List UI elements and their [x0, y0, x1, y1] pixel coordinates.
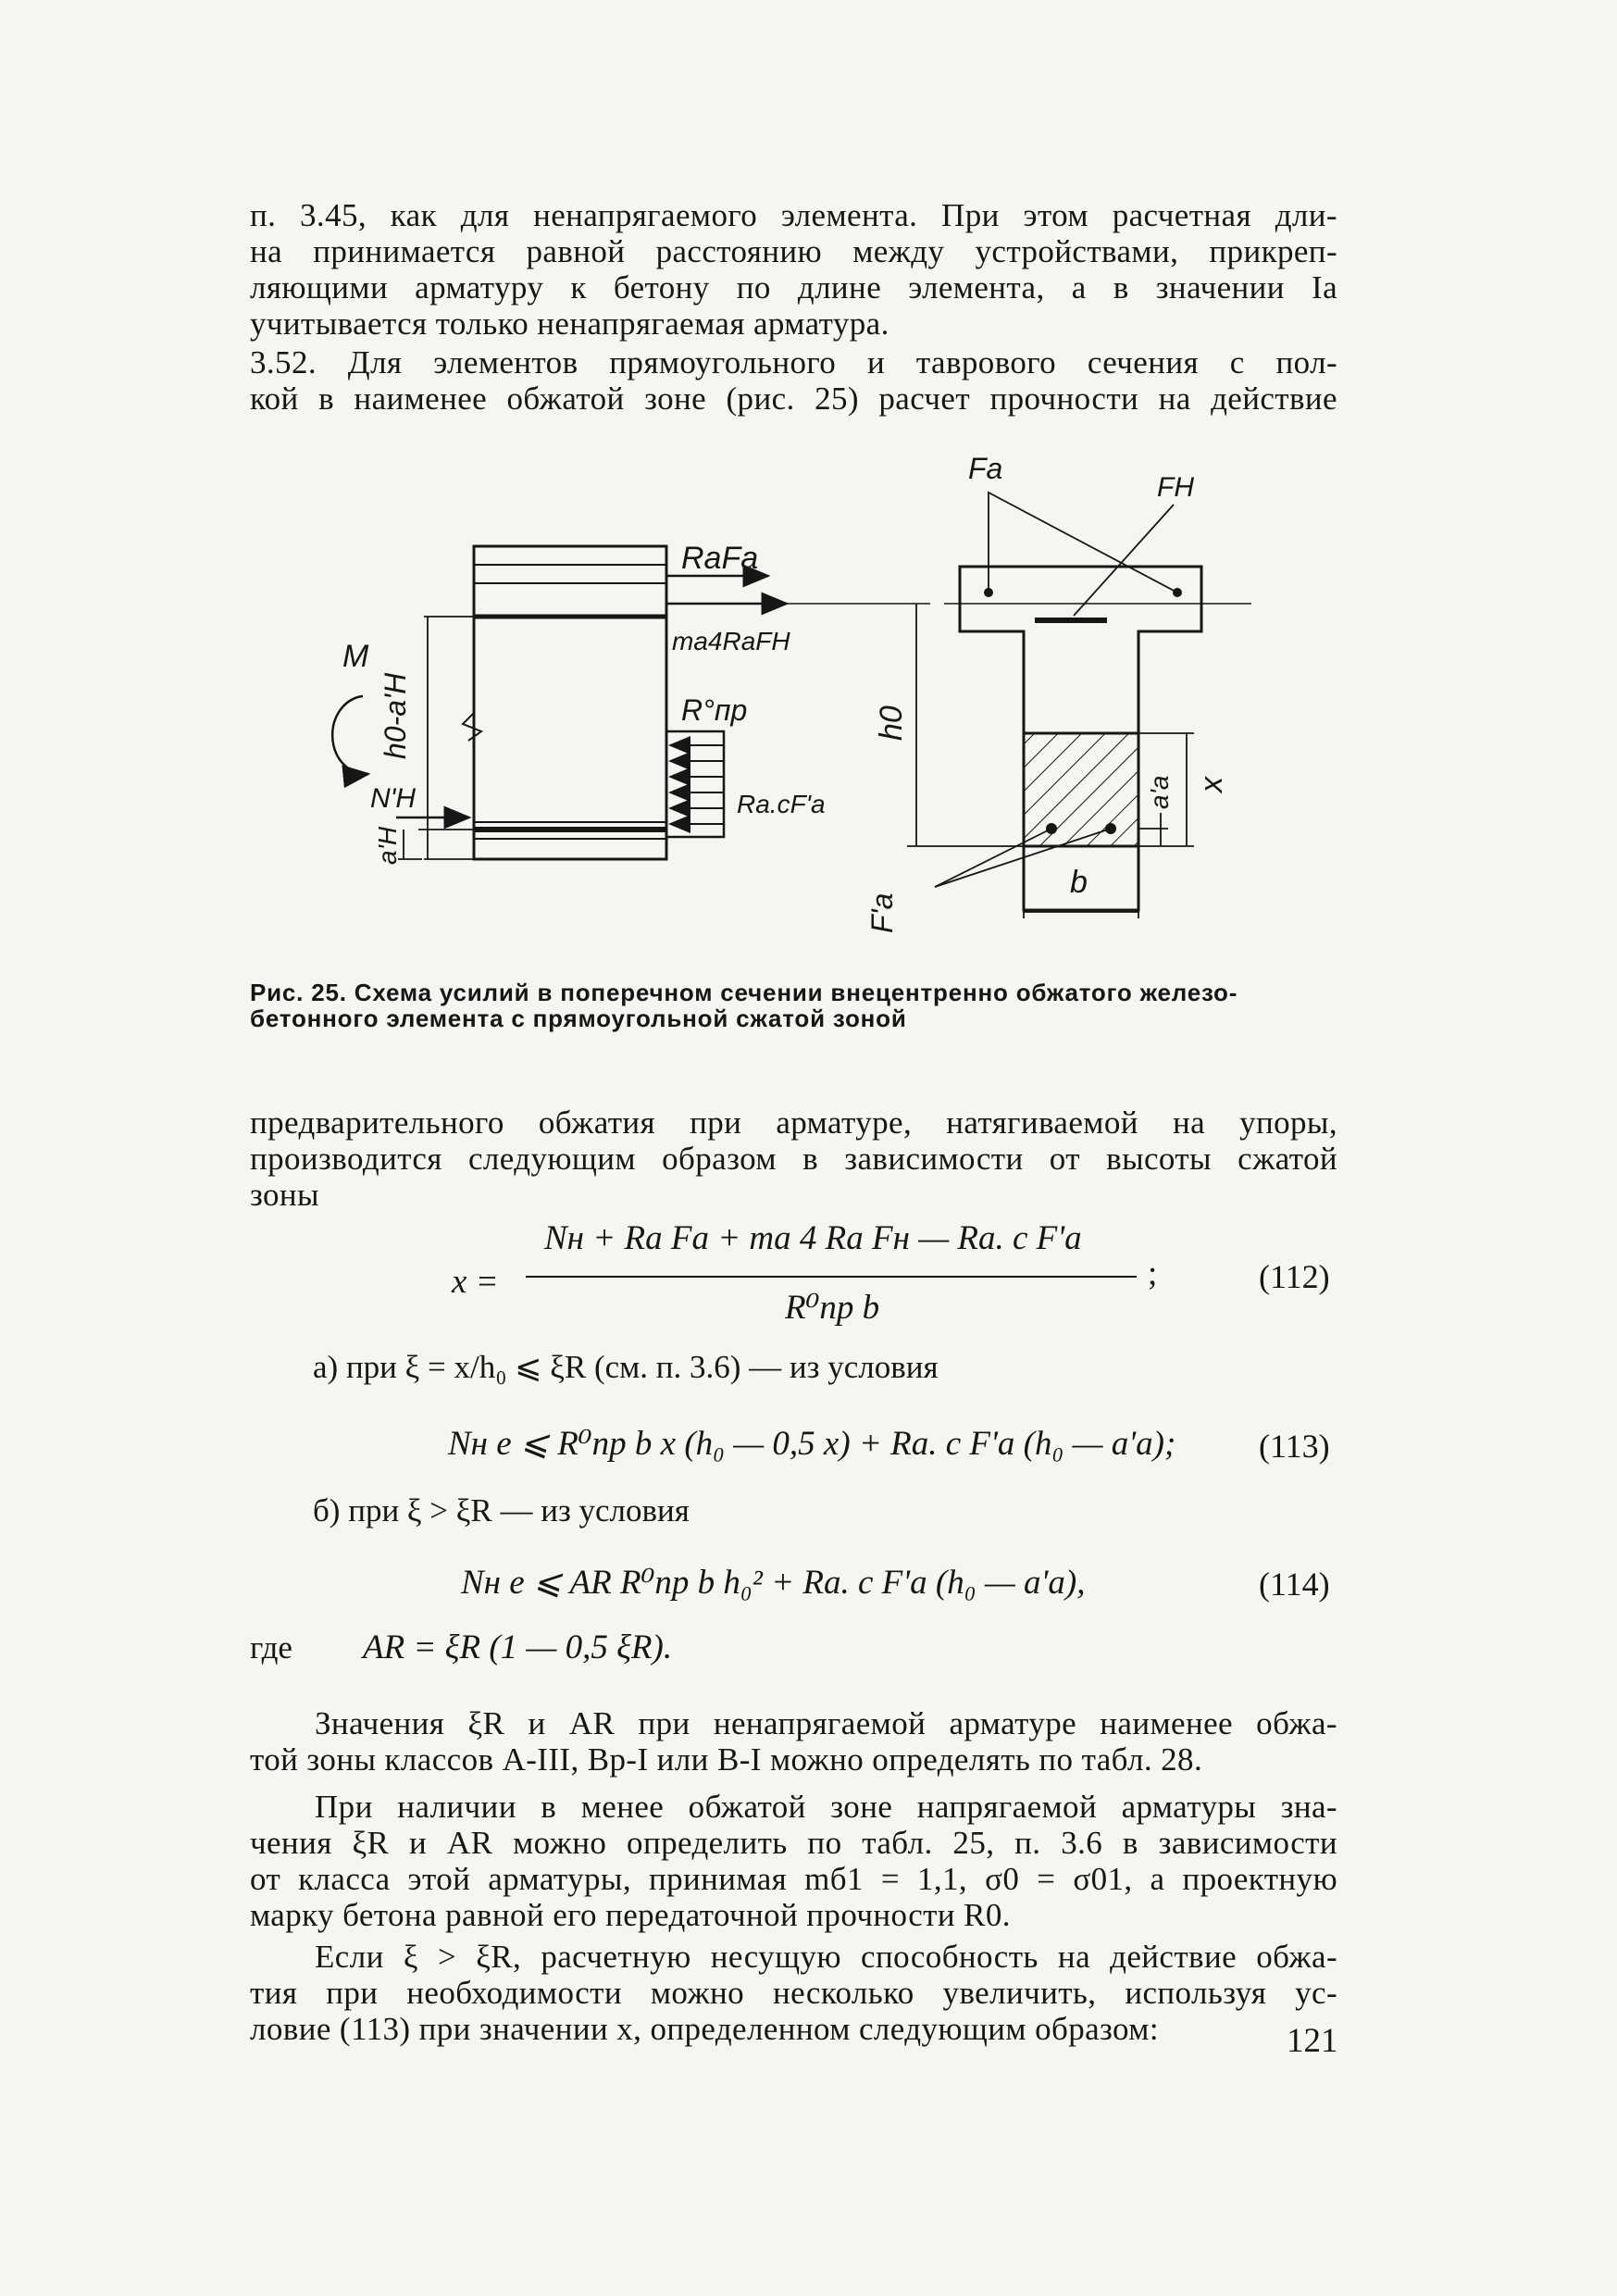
text-line: чения ξR и AR можно определить по табл. 25, п. 3.6 в зависимости [250, 1825, 1337, 1861]
text-line: зоны [250, 1177, 319, 1213]
caption-line: бетонного элемента с прямоугольной сжатой зоной [250, 1004, 907, 1032]
label-ra-fa: RaFa [681, 541, 759, 576]
compression-zone [666, 731, 724, 837]
label-rac-fa: Ra.cF'a [737, 790, 826, 818]
eq114-formula: Nн e ⩽ AR R⁰пр b h₀² + Ra. c F'a (h₀ — a'a), [461, 1564, 1086, 1602]
label-fa-top: Fa [968, 452, 1003, 485]
text-line: учитывается только ненапрягаемая арматура. [250, 306, 889, 342]
label-ma4-ra-fh: ma4RaFH [672, 627, 790, 655]
eq112-lhs: x = [452, 1263, 499, 1301]
text-line: ляющими арматуру к бетону по длине элемента, а в значении Iа [250, 269, 1337, 306]
where-word: где [250, 1629, 292, 1666]
left-section-rectangle [463, 546, 666, 859]
label-aa: a'a [1145, 775, 1174, 809]
label-fa-prime: F'a [865, 892, 899, 933]
text-line: кой в наименее обжатой зоне (рис. 25) расчет прочности на действие [250, 381, 1337, 417]
text-line: марку бетона равной его передаточной прочности R0. [250, 1897, 1011, 1933]
text-line: 3.52. Для элементов прямоугольного и таврового сечения с пол- [250, 344, 1337, 381]
text-line: предварительного обжатия при арматуре, натягиваемой на упоры, [250, 1104, 1337, 1141]
text-line: производится следующим образом в зависимости от высоты сжатой [250, 1141, 1337, 1177]
label-b: b [1070, 865, 1088, 900]
label-fh-top: FH [1157, 472, 1194, 503]
case-a-line: а) при ξ = x/h₀ ⩽ ξR (см. п. 3.6) — из условия [313, 1349, 939, 1385]
eq112-tail: ; [1148, 1254, 1158, 1292]
values-paragraph [250, 1705, 1337, 1778]
text-line: той зоны классов А-III, Вр-I или В-I можно определять по табл. 28. [250, 1741, 1203, 1778]
eq112-denominator: R⁰пр b [785, 1289, 880, 1327]
text-line: от класса этой арматуры, принимая mб1 = 1,1, σ0 = σ01, а проектную [250, 1861, 1337, 1897]
label-h0: h0 [874, 705, 909, 741]
eq113-number: (113) [1259, 1428, 1330, 1465]
text-line: Если ξ > ξR, расчетную несущую способность на действие обжа- [315, 1939, 1337, 1975]
condition-paragraph [250, 1939, 1337, 2047]
eq114-number: (114) [1259, 1566, 1330, 1603]
eq112-numerator: Nн + Ra Fa + ma 4 Ra Fн — Ra. c F'a [544, 1219, 1082, 1257]
eq112-number: (112) [1259, 1258, 1330, 1295]
label-x: x [1194, 777, 1229, 792]
label-nh: N'H [370, 783, 417, 814]
case-b-line: б) при ξ > ξR — из условия [313, 1492, 690, 1529]
compression-hatch [1024, 733, 1138, 846]
caption-line: Рис. 25. Схема усилий в поперечном сечении внецентренно обжатого железо- [250, 979, 1238, 1006]
label-aH: a'H [373, 826, 402, 865]
top-force-arrows [666, 576, 787, 604]
figure-25-diagram [0, 0, 1617, 1000]
ar-formula: AR = ξR (1 — 0,5 ξR). [363, 1628, 673, 1666]
continuation-paragraph [250, 1104, 1337, 1213]
prestressed-paragraph [250, 1789, 1337, 1933]
page-number: 121 [1287, 2022, 1338, 2060]
label-h0-minus-aH: h0-a'H [379, 672, 412, 759]
label-moment: M [342, 639, 369, 674]
label-rnp0: R°пр [681, 693, 748, 727]
text-line: При наличии в менее обжатой зоне напрягаемой арматуры зна- [315, 1789, 1337, 1825]
text-line: на принимается равной расстоянию между устройствами, прикреп- [250, 233, 1337, 269]
text-line: ловие (113) при значении x, определенном следующим образом: [250, 2011, 1159, 2047]
text-line: п. 3.45, как для ненапрягаемого элемента. При этом расчетная дли- [250, 197, 1337, 233]
eq113-formula: Nн e ⩽ R⁰пр b x (h₀ — 0,5 x) + Ra. c F'a (h₀ — a'a); [448, 1425, 1176, 1463]
figure-caption [250, 980, 1342, 1031]
text-line: тия при необходимости можно несколько увеличить, используя ус- [250, 1975, 1337, 2011]
eq112-fraction-bar [526, 1276, 1137, 1278]
text-line: Значения ξR и AR при ненапрягаемой арматуре наименее обжа- [315, 1705, 1337, 1741]
